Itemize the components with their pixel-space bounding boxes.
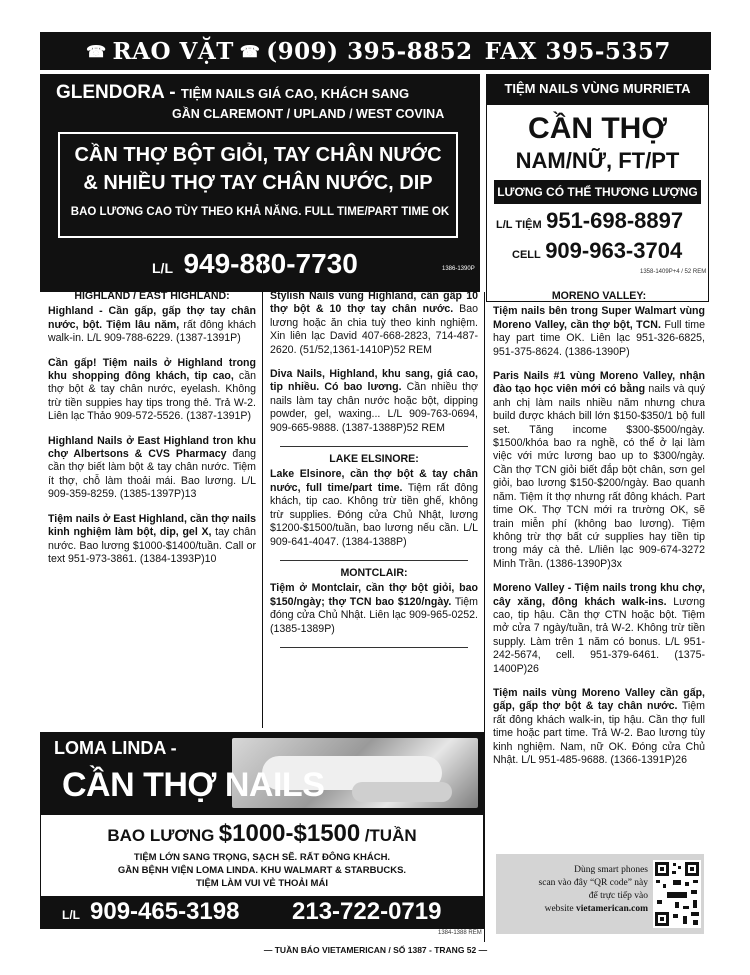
phone-icon: ☎ [239,41,261,61]
col3-heading: MORENO VALLEY: [551,290,647,302]
murrieta-tiem-label: L/L TIỆM [496,219,542,231]
listing: Cần gấp! Tiệm nails ở Highland trong khu shopping đông khách, tip cao, cần thợ bột & tay chân nước, eyelash. Không trừ tiền suppies hay tips trong thẻ. Trả W-2. Liên lạc Thảo 909-572-5526. (1387-1391P) [48,356,257,423]
listing: Stylish Nails vùng Highland, cần gấp 10 thợ bột & 10 thợ tay chân nước. Bao lương hoặc ăn chia tuỳ theo kinh nghiệm. Xin liên lạc David 407-668-2823, 714-487-2620. (51/52,1361-1410P)52 REM [270,290,478,356]
listing: Paris Nails #1 vùng Moreno Valley, nhận đào tạo học viên mới có bằng nails và quý anh chị làm nails nhiều năm nhưng chưa build được khách bill lớn $150-$350/1 bộ full set. Tăng income $300-$500/ngày. $1500/khóa bao ra nghề, có thể ở lại làm việc với mức lương bao up to $300/ngày. Cần thợ TCN giỏi biết đắp bột chân, sơn gel giỏi, bao lương $150-$200/ngày. Bao quanh năm. Tiệm ít thợ nhưng rất đông khách. Part time OK. Thợ TCN mới ra trường OK, sẽ train miễn phí (không bao lương). Tiệm không trừ thợ bất cứ supplies hay tiền tip trong máy cà thẻ. L/liên lạc 909-674-3272 Minh Trần. (1386-1390P)3x [493,370,705,570]
murrieta-tiem-phone: 951-698-8897 [546,208,684,233]
loma-pay-c: /TUẦN [364,826,417,845]
divider [280,560,468,561]
loma-pay-a: BAO LƯƠNG [107,826,215,845]
header-fax: FAX 395-5357 [484,37,671,65]
column-3 [493,290,705,778]
glendora-pay: BAO LƯƠNG CAO TÙY THEO KHẢ NĂNG. FULL TIME/PART TIME OK [70,206,450,218]
murrieta-cell-phone: 909-963-3704 [545,238,683,263]
glendora-box-line2: & NHIỀU THỢ TAY CHÂN NƯỚC, DIP [83,172,433,194]
qr-line3: để trực tiếp vào [588,891,648,901]
loma-ll: L/L [62,908,80,922]
listing: Tiệm nails bên trong Super Walmart vùng Moreno Valley, cần thợ bột, TCN. Full time hay part time OK. Liên lạc 951-326-6825, 951-375-8624. (1386-1390P) [493,305,705,358]
murrieta-title: TIỆM NAILS VÙNG MURRIETA [504,81,691,96]
loma-phone-1: 909-465-3198 [90,898,240,925]
glendora-ad [40,74,480,292]
loma-pay-amount: $1000-$1500 [218,820,361,847]
loma-line2: GẦN BỆNH VIỆN LOMA LINDA. KHU WALMART & STARBUCKS. [117,865,407,876]
divider [280,446,468,447]
glendora-title: GLENDORA - [56,82,176,103]
header-phone: (909) 395-8852 [266,37,473,65]
col-divider [484,292,485,942]
classified-page [40,32,711,955]
glendora-box-line1: CẦN THỢ BỘT GIỎI, TAY CHÂN NƯỚC [74,144,442,166]
loma-line3: TIỆM LÀM VUI VẺ THOẢI MÁI [196,878,328,889]
listing: Diva Nails, Highland, khu sang, giá cao, tip nhiều. Có bao lương. Cần nhiều thợ nails làm tay chân nước hoặc bột, dipping powder, gel, waxing... L/L 909-763-0694, 909-665-9888. (1387-1388P)52 REM [270,368,478,434]
murrieta-code: 1358-1409P+4 / 52 REM [640,269,707,275]
divider [280,647,468,648]
loma-linda-ad [40,732,484,929]
loma-phone-2: 213-722-0719 [292,898,442,925]
col-divider [262,258,263,728]
glendora-sub1: TIỆM NAILS GIÁ CAO, KHÁCH SANG [180,86,410,101]
listing: Tiệm nails ở East Highland, cần thợ nails kinh nghiệm làm bột, dip, gel X, tay chân nước. Bao lương $1000-$1400/tuần. Call or text 951-973-3861. (1384-1393P)10 [48,512,256,565]
listing: Tiệm ở Montclair, cần thợ bột giỏi, bao $150/ngày; thợ TCN bao $120/ngày. Tiệm đóng cửa Chủ Nhật. Liên lạc 909-965-0252. (1385-1389P) [270,582,478,635]
loma-h1: CẦN THỢ NAILS [62,766,325,804]
col2-heading-lake-elsinore: LAKE ELSINORE: [329,453,419,466]
murrieta-pay: LƯƠNG CÓ THỂ THƯƠNG LƯỢNG [497,185,698,199]
murrieta-h2: NAM/NỮ, FT/PT [515,148,680,173]
col1-heading: HIGHLAND / EAST HIGHLAND: [74,290,230,302]
listing: Moreno Valley - Tiệm nails trong khu chợ, cây xăng, đông khách walk-ins. Lương cao, tip hậu. Cần thợ CTN hoặc bột. Tiệm mở cửa 7 ngày/tuần, trả W-2. Không trừ tiền supply. Làm trên 1 năm có bonus. L/L 951-242-5674, cell. 951-379-6461. (1375-1400P)26 [493,582,705,675]
qr-line4a: website [544,904,576,914]
murrieta-ad [486,74,709,300]
listing: Lake Elsinore, cần thợ bột & tay chân nước, full time/part time. Tiệm rất đông khách, tip cao. Không trừ tiền ghế, không trừ supplies. Đóng cửa Chủ Nhật, lương $1200-$1500/tuần, bao lương nếu cần. L/L 909-641-4047. (1384-1388P) [270,468,478,548]
listing: Highland - Cần gấp, gấp thợ tay chân nước, bột. Tiệm lâu năm, rất đông khách walk-in. L/L 909-788-6229. (1387-1391P) [48,305,256,345]
murrieta-cell-label: CELL [512,249,541,261]
col2-heading-montclair: MONTCLAIR: [340,566,408,579]
header-title: RAO VẶT [112,37,234,65]
phone-icon: ☎ [86,41,107,61]
glendora-ll: L/L [152,260,173,276]
loma-title: LOMA LINDA - [54,738,177,758]
listing: Tiệm nails vùng Moreno Valley cần gấp, gấp, gấp thợ bột & tay chân nước. Tiệm rất đông khách walk-in, tip hậu. Cần thợ full time hoặc part time. Trả W-2. Bao lương tùy kinh nghiệm. Nam, nữ OK. Đóng cửa Chủ Nhật. L/L 951-485-9688. (1366-1391P)26 [493,686,705,766]
listing: Highland Nails ở East Highland tron khu chợ Albertsons & CVS Pharmacy đang cần thợ biết làm bột & tay chân nước. Tiệm ít thợ, chỗ làm thoải mái. Bao lương. L/L 909-359-8259. (1385-1397P)13 [48,434,257,501]
loma-line1: TIỆM LỚN SANG TRỌNG, SẠCH SẼ. RẤT ĐÔNG KHÁCH. [133,852,391,863]
glendora-phone: 949-880-7730 [183,248,358,279]
glendora-sub2: GẦN CLAREMONT / UPLAND / WEST COVINA [172,107,445,121]
column-1 [48,290,256,577]
page-header [40,32,711,70]
loma-code: 1384-1388 REM [438,930,482,936]
qr-website: vietamerican.com [575,904,648,914]
murrieta-h1: CẦN THỢ [528,112,667,145]
column-2 [270,290,478,654]
qr-code-icon [653,860,701,928]
glendora-code: 1386-1390P [442,266,475,272]
qr-line1: Dùng smart phones [574,865,648,875]
glendora-box [58,132,458,238]
qr-line2: scan vào đây “QR code” này [538,878,648,888]
page-footer: — TUẦN BÁO VIETAMERICAN / SỐ 1387 - TRANG 52 — [263,945,488,955]
qr-ad [496,854,704,934]
